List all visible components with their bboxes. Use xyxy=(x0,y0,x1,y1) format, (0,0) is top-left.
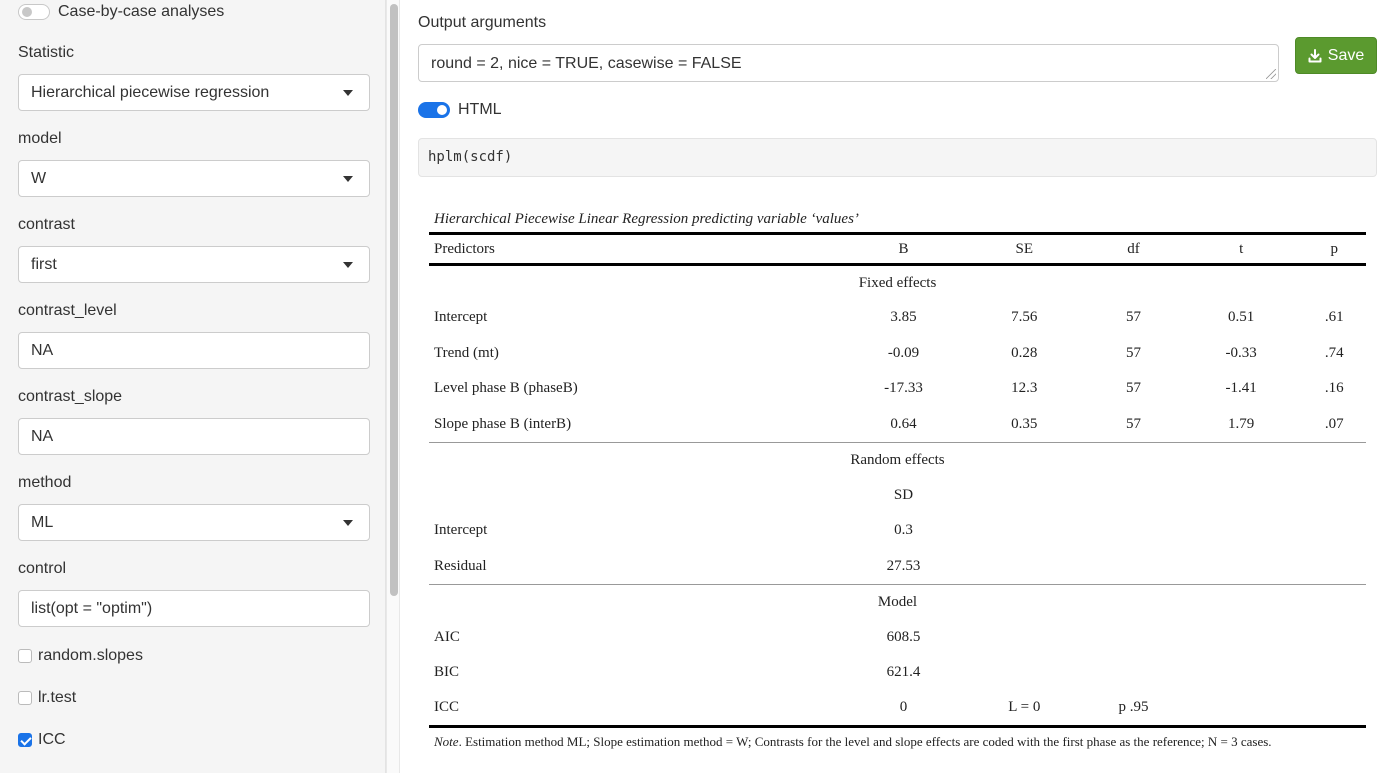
toggle-knob xyxy=(437,105,447,115)
cell: 1.79 xyxy=(1228,415,1255,432)
statistic-value: Hierarchical piecewise regression xyxy=(31,83,270,101)
model-label: model xyxy=(18,130,62,147)
cell: 0.64 xyxy=(890,415,917,432)
table-row xyxy=(429,549,1366,585)
lr-test-checkbox[interactable] xyxy=(18,691,32,705)
save-button[interactable] xyxy=(1295,37,1377,74)
toggle-knob xyxy=(22,7,32,17)
sidebar xyxy=(0,0,386,773)
cell: .16 xyxy=(1324,380,1344,397)
method-select[interactable] xyxy=(18,504,370,541)
results-table xyxy=(429,232,1366,728)
fixed-effects-section xyxy=(429,265,1366,301)
fixed-effects-title: Fixed effects xyxy=(858,274,937,291)
cell: Slope phase B (interB) xyxy=(434,415,572,432)
cell: BIC xyxy=(434,664,460,681)
contrast-slope-value: NA xyxy=(31,427,54,445)
table-header-row xyxy=(429,234,1366,265)
header-se: SE xyxy=(1015,240,1034,257)
control-value: list(opt = "optim") xyxy=(31,599,153,617)
cell xyxy=(1303,513,1366,549)
model-value: W xyxy=(31,169,47,187)
contrast-slope-input[interactable] xyxy=(18,418,370,455)
cell xyxy=(1087,620,1180,656)
cell xyxy=(1303,549,1366,585)
icc-checkbox[interactable] xyxy=(18,733,32,747)
casewise-toggle-label: Case-by-case analyses xyxy=(58,3,225,20)
cell: .07 xyxy=(1324,415,1344,432)
cell: ICC xyxy=(429,691,846,727)
cell xyxy=(1180,478,1303,514)
method-value: ML xyxy=(31,513,54,531)
caret-down-icon xyxy=(343,90,353,96)
cell xyxy=(961,549,1087,585)
model-section xyxy=(429,584,1366,620)
contrast-level-value: NA xyxy=(31,341,54,359)
html-toggle-row[interactable] xyxy=(418,100,502,120)
output-arguments-textarea[interactable] xyxy=(418,44,1279,82)
output-arguments-value: round = 2, nice = TRUE, casewise = FALSE xyxy=(431,55,742,72)
cell: -0.09 xyxy=(887,344,920,361)
cell xyxy=(1303,478,1366,514)
cell: 0.35 xyxy=(1011,415,1038,432)
cell: p .95 xyxy=(1087,691,1180,727)
cell: 0 xyxy=(846,691,962,727)
cell xyxy=(1087,655,1180,691)
contrast-value: first xyxy=(31,255,57,273)
random-slopes-checkbox[interactable] xyxy=(18,649,32,663)
table-row xyxy=(429,655,1366,691)
icc-label: ICC xyxy=(38,731,66,748)
table-row xyxy=(429,620,1366,656)
header-predictors: Predictors xyxy=(434,240,495,257)
model-select[interactable] xyxy=(18,160,370,197)
note-text: . Estimation method ML; Slope estimation method = W; Contrasts for the level and slope effects are coded with the first phase as the reference; N = 3 cases. xyxy=(458,733,1272,749)
cell: Residual xyxy=(434,557,487,574)
cell: Intercept xyxy=(434,309,488,326)
header-t: t xyxy=(1239,240,1244,257)
cell: 57 xyxy=(1125,344,1141,361)
cell: 608.5 xyxy=(886,628,921,645)
cell: 0.28 xyxy=(1011,344,1038,361)
cell: .61 xyxy=(1324,309,1344,326)
sidebar-scrollbar[interactable] xyxy=(386,0,400,773)
regression-table xyxy=(429,206,1366,750)
cell xyxy=(961,513,1087,549)
table-row xyxy=(429,300,1366,336)
scrollbar-thumb[interactable] xyxy=(390,4,398,596)
statistic-select[interactable] xyxy=(18,74,370,111)
html-toggle-label: HTML xyxy=(458,101,502,118)
cell: 0.51 xyxy=(1228,309,1255,326)
cell: 57 xyxy=(1125,380,1141,397)
cell: 12.3 xyxy=(1011,380,1038,397)
cell xyxy=(1087,478,1180,514)
header-b: B xyxy=(898,240,909,257)
save-label: Save xyxy=(1327,46,1365,64)
table-row xyxy=(429,691,1366,727)
casewise-toggle[interactable] xyxy=(18,4,50,20)
table-caption: Hierarchical Piecewise Linear Regression predicting variable ‘values’ xyxy=(434,210,859,227)
cell: L = 0 xyxy=(961,691,1087,727)
cell: Level phase B (phaseB) xyxy=(434,380,578,397)
cell xyxy=(1180,655,1303,691)
table-row xyxy=(429,371,1366,407)
cell xyxy=(961,620,1087,656)
cell xyxy=(1180,620,1303,656)
download-icon xyxy=(1308,49,1322,63)
cell: 0.3 xyxy=(894,522,913,539)
cell xyxy=(1087,513,1180,549)
caret-down-icon xyxy=(343,520,353,526)
table-row xyxy=(429,513,1366,549)
cell xyxy=(961,655,1087,691)
main-panel xyxy=(401,0,1385,773)
cell xyxy=(961,478,1087,514)
html-toggle[interactable] xyxy=(418,102,450,118)
cell: Intercept xyxy=(434,522,488,539)
output-arguments-label: Output arguments xyxy=(418,14,547,31)
cell xyxy=(1303,620,1366,656)
cell xyxy=(1303,655,1366,691)
lr-test-checkbox-row[interactable] xyxy=(18,689,76,707)
model-title: Model xyxy=(429,584,1366,620)
contrast-select[interactable] xyxy=(18,246,370,283)
cell: 57 xyxy=(1125,309,1141,326)
control-input[interactable] xyxy=(18,590,370,627)
table-row xyxy=(429,336,1366,372)
cell: -0.33 xyxy=(1225,344,1257,361)
cell: -1.41 xyxy=(1225,380,1257,397)
table-row xyxy=(429,478,1366,514)
cell xyxy=(429,478,846,514)
lr-test-label: lr.test xyxy=(38,689,77,706)
contrast-level-input[interactable] xyxy=(18,332,370,369)
casewise-toggle-row[interactable] xyxy=(18,0,224,24)
contrast-slope-label: contrast_slope xyxy=(18,388,123,405)
table-note xyxy=(429,734,1366,750)
cell: 3.85 xyxy=(890,309,917,326)
cell xyxy=(1180,691,1303,727)
header-df: df xyxy=(1127,240,1140,257)
resize-grip-icon[interactable] xyxy=(1266,69,1276,79)
cell: 7.56 xyxy=(1011,309,1038,326)
statistic-label: Statistic xyxy=(18,44,75,61)
random-effects-title: Random effects xyxy=(429,442,1366,478)
cell xyxy=(1180,513,1303,549)
cell: -17.33 xyxy=(884,380,923,397)
contrast-level-label: contrast_level xyxy=(18,302,117,319)
cell: 27.53 xyxy=(886,557,921,574)
contrast-label: contrast xyxy=(18,216,75,233)
note-prefix: Note xyxy=(434,733,459,749)
caret-down-icon xyxy=(343,176,353,182)
sd-header: SD xyxy=(893,486,914,503)
control-label: control xyxy=(18,560,67,577)
cell: 621.4 xyxy=(886,664,921,681)
cell: .74 xyxy=(1324,344,1344,361)
random-slopes-label: random.slopes xyxy=(38,647,143,664)
random-effects-section xyxy=(429,442,1366,478)
cell xyxy=(1303,691,1366,727)
cell: AIC xyxy=(434,628,460,645)
random-slopes-checkbox-row[interactable] xyxy=(18,647,143,665)
caret-down-icon xyxy=(343,262,353,268)
icc-checkbox-row[interactable] xyxy=(18,731,66,749)
header-p: p xyxy=(1330,240,1339,257)
cell: 57 xyxy=(1125,415,1141,432)
code-output: hplm(scdf) xyxy=(418,138,1377,177)
cell xyxy=(1180,549,1303,585)
method-label: method xyxy=(18,474,72,491)
table-row xyxy=(429,407,1366,443)
cell xyxy=(1087,549,1180,585)
cell: Trend (mt) xyxy=(434,344,499,361)
